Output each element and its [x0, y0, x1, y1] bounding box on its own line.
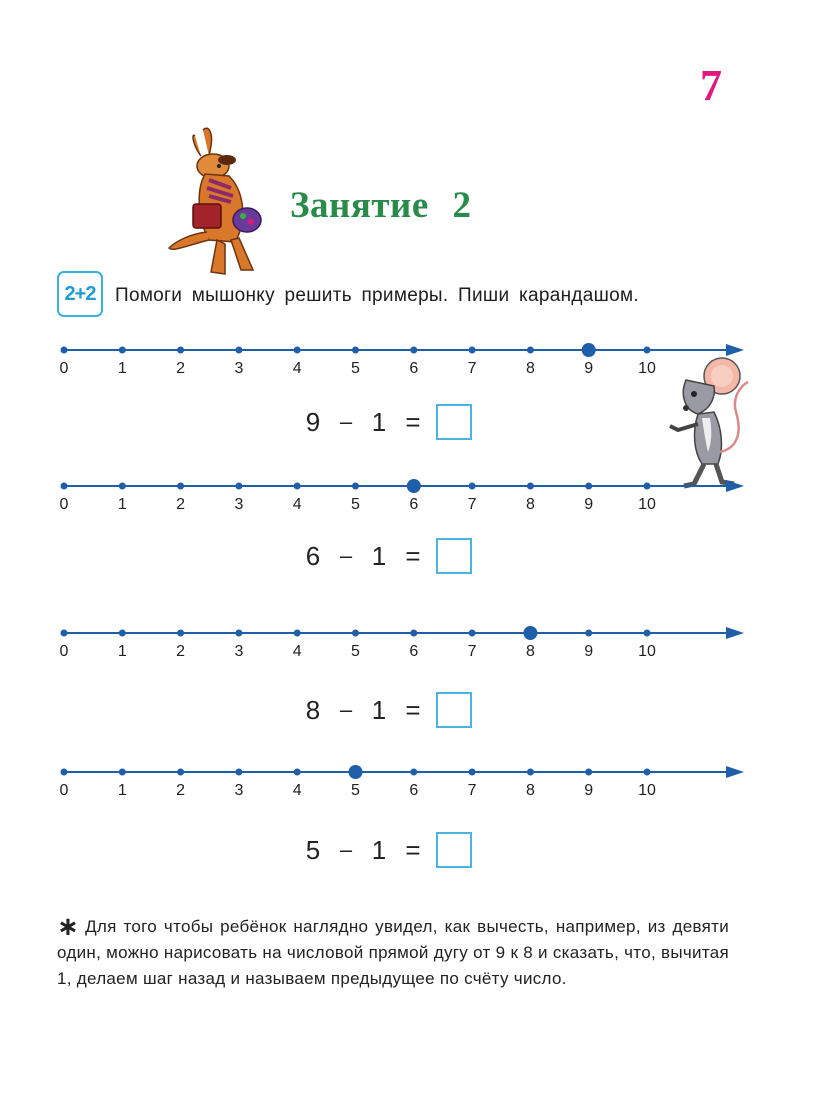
tick-label: 3 [234, 782, 244, 799]
tick-point [469, 630, 476, 637]
tick-point [61, 483, 68, 490]
note-text: Для того чтобы ребёнок наглядно увидел, как вычесть, например, из девяти один, можно нарисовать на числовой прямой дугу от 9 к 8 и сказать, что, вычитая 1, делаем шаг назад и называем предыдущее по счёту число. [57, 917, 729, 988]
tick-label: 8 [525, 360, 535, 377]
tick-label: 10 [638, 643, 656, 660]
tick-label: 0 [59, 782, 69, 799]
tick-label: 3 [234, 643, 244, 660]
task-instruction: Помоги мышонку решить примеры. Пиши карандашом. [115, 285, 639, 306]
axis-arrow-icon [726, 344, 744, 356]
tick-label: 9 [584, 782, 594, 799]
tick-label: 2 [176, 643, 186, 660]
minus-sign: – [339, 543, 353, 568]
equation-minuend: 9 [305, 406, 321, 437]
tick-point [177, 630, 184, 637]
tick-label: 4 [292, 643, 302, 660]
task-badge-icon: 2+2 [57, 271, 103, 317]
tick-label: 4 [292, 496, 302, 513]
tick-label: 5 [351, 360, 360, 377]
tick-point [235, 347, 242, 354]
tick-point [177, 483, 184, 490]
tick-label: 2 [176, 360, 186, 377]
number-line-axis [50, 764, 750, 784]
tick-label: 5 [351, 782, 360, 799]
number-line [50, 478, 750, 524]
tick-point [410, 769, 417, 776]
tick-label: 6 [409, 782, 419, 799]
tick-label: 10 [638, 360, 656, 377]
tick-label: 7 [467, 782, 477, 799]
axis-arrow-icon [726, 480, 744, 492]
marked-point [582, 343, 596, 357]
axis-arrow-icon [726, 627, 744, 639]
equation [302, 692, 472, 728]
minus-sign: – [339, 837, 353, 862]
tick-label: 3 [234, 496, 244, 513]
equation [302, 832, 472, 868]
equation [302, 538, 472, 574]
tick-label: 8 [525, 782, 535, 799]
tick-label: 5 [351, 496, 360, 513]
tick-label: 7 [467, 360, 477, 377]
tick-point [585, 483, 592, 490]
tick-label: 0 [59, 643, 69, 660]
note-star-icon: ∗ [57, 911, 80, 941]
tick-label: 6 [409, 360, 419, 377]
marked-point [349, 765, 363, 779]
tick-point [410, 347, 417, 354]
tick-label: 5 [351, 643, 360, 660]
tick-point [235, 769, 242, 776]
number-line-axis [50, 625, 750, 645]
tick-point [177, 347, 184, 354]
marked-point [407, 479, 421, 493]
equals-sign: = [405, 694, 421, 725]
tick-label: 8 [525, 643, 535, 660]
tick-label: 2 [176, 496, 186, 513]
tick-point [61, 347, 68, 354]
equation-subtrahend: 1 [371, 694, 387, 725]
tick-label: 1 [117, 496, 127, 513]
tick-label: 8 [525, 496, 535, 513]
tick-label: 10 [638, 496, 656, 513]
kangaroo-illustration [165, 122, 275, 282]
tick-point [119, 483, 126, 490]
answer-box[interactable] [436, 692, 472, 728]
tick-label: 6 [409, 496, 419, 513]
answer-box[interactable] [436, 404, 472, 440]
number-line-axis [50, 342, 750, 362]
tick-point [294, 347, 301, 354]
tick-point [294, 630, 301, 637]
tick-point [469, 769, 476, 776]
number-line-axis [50, 478, 750, 498]
number-line [50, 342, 750, 388]
tick-point [527, 769, 534, 776]
tick-label: 4 [292, 782, 302, 799]
number-line [50, 764, 750, 810]
tick-point [527, 347, 534, 354]
tick-label: 9 [584, 643, 594, 660]
number-line [50, 625, 750, 671]
tick-label: 1 [117, 782, 127, 799]
minus-sign: – [339, 697, 353, 722]
tick-label: 9 [584, 496, 594, 513]
parent-note [57, 913, 729, 992]
tick-point [294, 769, 301, 776]
tick-point [352, 347, 359, 354]
tick-point [177, 769, 184, 776]
tick-label: 10 [638, 782, 656, 799]
tick-point [469, 347, 476, 354]
tick-point [585, 630, 592, 637]
equals-sign: = [405, 834, 421, 865]
answer-box[interactable] [436, 538, 472, 574]
tick-point [644, 630, 651, 637]
equation-minuend: 8 [305, 694, 321, 725]
tick-point [644, 347, 651, 354]
tick-point [61, 769, 68, 776]
equation [302, 404, 472, 440]
tick-label: 7 [467, 496, 477, 513]
tick-point [119, 769, 126, 776]
equation-minuend: 5 [305, 834, 321, 865]
tick-label: 6 [409, 643, 419, 660]
equation-subtrahend: 1 [371, 540, 387, 571]
tick-label: 7 [467, 643, 477, 660]
equation-subtrahend: 1 [371, 834, 387, 865]
tick-point [119, 347, 126, 354]
equation-minuend: 6 [305, 540, 321, 571]
answer-box[interactable] [436, 832, 472, 868]
tick-point [294, 483, 301, 490]
tick-point [469, 483, 476, 490]
tick-point [119, 630, 126, 637]
tick-label: 1 [117, 643, 127, 660]
lesson-title: Занятие 2 [290, 185, 472, 226]
minus-sign: – [339, 409, 353, 434]
page-number: 7 [700, 61, 722, 110]
tick-label: 3 [234, 360, 244, 377]
tick-point [235, 483, 242, 490]
tick-point [235, 630, 242, 637]
axis-arrow-icon [726, 766, 744, 778]
tick-label: 4 [292, 360, 302, 377]
tick-point [585, 769, 592, 776]
tick-label: 2 [176, 782, 186, 799]
tick-point [527, 483, 534, 490]
tick-point [352, 630, 359, 637]
tick-label: 1 [117, 360, 127, 377]
marked-point [523, 626, 537, 640]
tick-label: 9 [584, 360, 594, 377]
tick-point [644, 769, 651, 776]
equals-sign: = [405, 540, 421, 571]
tick-point [352, 483, 359, 490]
tick-point [410, 630, 417, 637]
tick-point [61, 630, 68, 637]
tick-label: 0 [59, 360, 69, 377]
tick-point [644, 483, 651, 490]
equation-subtrahend: 1 [371, 406, 387, 437]
tick-label: 0 [59, 496, 69, 513]
equals-sign: = [405, 406, 421, 437]
